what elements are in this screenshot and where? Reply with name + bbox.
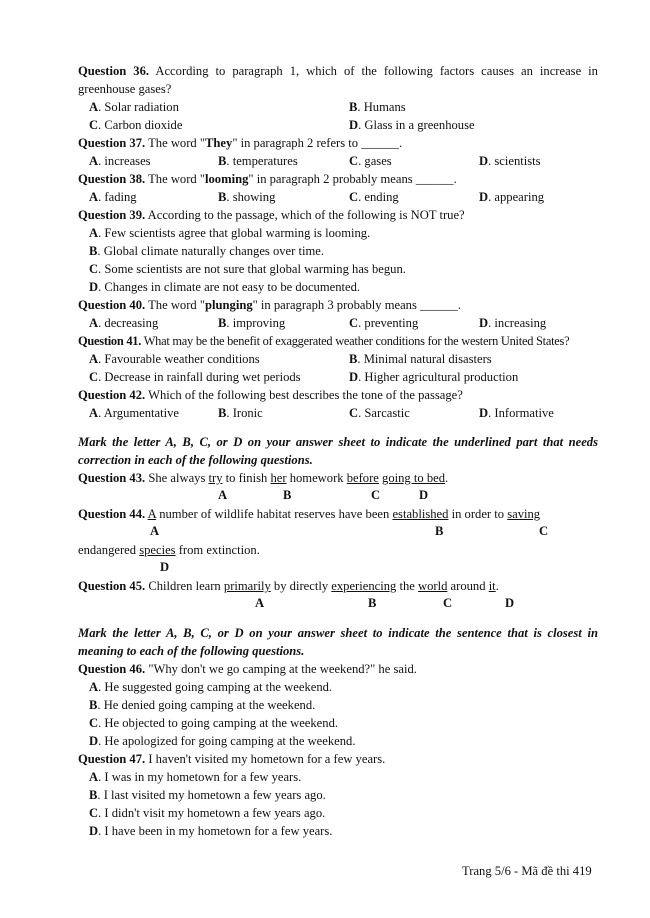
- q44-letter-b: B: [435, 524, 444, 538]
- q39-option-b: B. Global climate naturally changes over time.: [89, 244, 325, 258]
- section-instruction-meaning-cont: meaning to each of the following questions.: [78, 644, 305, 658]
- question-label: Question 36.: [78, 64, 150, 78]
- q45-letter-a: A: [255, 596, 265, 610]
- q38-option-c: C. ending: [349, 190, 399, 204]
- section-instruction-meaning: Mark the letter A, B, C, or D on your answer sheet to indicate the sentence that is closest in: [78, 626, 598, 640]
- q40-option-c: C. preventing: [349, 316, 419, 330]
- section-instruction-errors: Mark the letter A, B, C, or D on your answer sheet to indicate the underlined part that needs: [78, 435, 598, 449]
- q45-stem: Question 45. Children learn primarily by directly experiencing the world around it.: [78, 579, 499, 593]
- q46-option-c: C. He objected to going camping at the weekend.: [89, 716, 339, 730]
- q40-option-a: A. decreasing: [89, 316, 159, 330]
- q37-option-b: B. temperatures: [218, 154, 298, 168]
- q46-option-b: B. He denied going camping at the weekend.: [89, 698, 316, 712]
- q42-option-a: A. Argumentative: [89, 406, 180, 420]
- q45-letter-c: C: [443, 596, 453, 610]
- q36-option-d: D. Glass in a greenhouse: [349, 118, 475, 132]
- q43-letter-d: D: [419, 488, 429, 502]
- q36-option-c: C. Carbon dioxide: [89, 118, 183, 132]
- q37-option-a: A. increases: [89, 154, 151, 168]
- q37-stem: Question 37. The word "They" in paragraph 2 refers to ______.: [78, 136, 403, 150]
- q38-option-d: D. appearing: [479, 190, 545, 204]
- q42-option-c: C. Sarcastic: [349, 406, 410, 420]
- q46-option-d: D. He apologized for going camping at the weekend.: [89, 734, 356, 748]
- q42-option-d: D. Informative: [479, 406, 554, 420]
- q41-stem: Question 41. What may be the benefit of exaggerated weather conditions for the western United States?: [78, 334, 570, 348]
- q39-stem: Question 39. According to the passage, which of the following is NOT true?: [78, 208, 465, 222]
- q47-option-d: D. I have been in my hometown for a few years.: [89, 824, 333, 838]
- q40-option-d: D. increasing: [479, 316, 547, 330]
- q43-letter-a: A: [218, 488, 228, 502]
- q46-stem: Question 46. "Why don't we go camping at the weekend?" he said.: [78, 662, 417, 676]
- q44-letter-a: A: [150, 524, 160, 538]
- q42-stem: Question 42. Which of the following best describes the tone of the passage?: [78, 388, 463, 402]
- section-instruction-errors-cont: correction in each of the following questions.: [78, 453, 313, 467]
- q37-option-d: D. scientists: [479, 154, 541, 168]
- q36-option-b: B. Humans: [349, 100, 406, 114]
- q38-option-a: A. fading: [89, 190, 137, 204]
- q44-letter-c: C: [539, 524, 549, 538]
- q41-option-b: B. Minimal natural disasters: [349, 352, 492, 366]
- q44-stem: Question 44. A number of wildlife habitat reserves have been established in order to saving: [78, 507, 541, 521]
- q47-option-c: C. I didn't visit my hometown a few years ago.: [89, 806, 326, 820]
- q45-letter-d: D: [505, 596, 515, 610]
- q36-stem-cont: greenhouse gases?: [78, 82, 172, 96]
- q39-option-a: A. Few scientists agree that global warming is looming.: [89, 226, 371, 240]
- q39-option-d: D. Changes in climate are not easy to be documented.: [89, 280, 361, 294]
- q41-option-c: C. Decrease in rainfall during wet periods: [89, 370, 301, 384]
- page-footer: Trang 5/6 - Mã đề thi 419: [462, 864, 592, 878]
- q43-letter-c: C: [371, 488, 381, 502]
- q45-letter-b: B: [368, 596, 377, 610]
- q43-letter-b: B: [283, 488, 292, 502]
- q47-stem: Question 47. I haven't visited my hometown for a few years.: [78, 752, 386, 766]
- q40-option-b: B. improving: [218, 316, 286, 330]
- q47-option-b: B. I last visited my hometown a few years ago.: [89, 788, 326, 802]
- q42-option-b: B. Ironic: [218, 406, 263, 420]
- q41-option-d: D. Higher agricultural production: [349, 370, 519, 384]
- q44-letter-d: D: [160, 560, 170, 574]
- q38-stem: Question 38. The word "looming" in paragraph 2 probably means ______.: [78, 172, 457, 186]
- q39-option-c: C. Some scientists are not sure that global warming has begun.: [89, 262, 406, 276]
- q44-stem-cont: endangered species from extinction.: [78, 543, 260, 557]
- q36-option-a: A. Solar radiation: [89, 100, 179, 114]
- q43-stem: Question 43. She always try to finish her homework before going to bed.: [78, 471, 449, 485]
- q46-option-a: A. He suggested going camping at the weekend.: [89, 680, 333, 694]
- q40-stem: Question 40. The word "plunging" in paragraph 3 probably means ______.: [78, 298, 461, 312]
- q38-option-b: B. showing: [218, 190, 276, 204]
- q47-option-a: A. I was in my hometown for a few years.: [89, 770, 302, 784]
- q37-option-c: C. gases: [349, 154, 392, 168]
- q36-stem: Question 36. According to paragraph 1, which of the following factors causes an increase in: [78, 64, 598, 78]
- q41-option-a: A. Favourable weather conditions: [89, 352, 260, 366]
